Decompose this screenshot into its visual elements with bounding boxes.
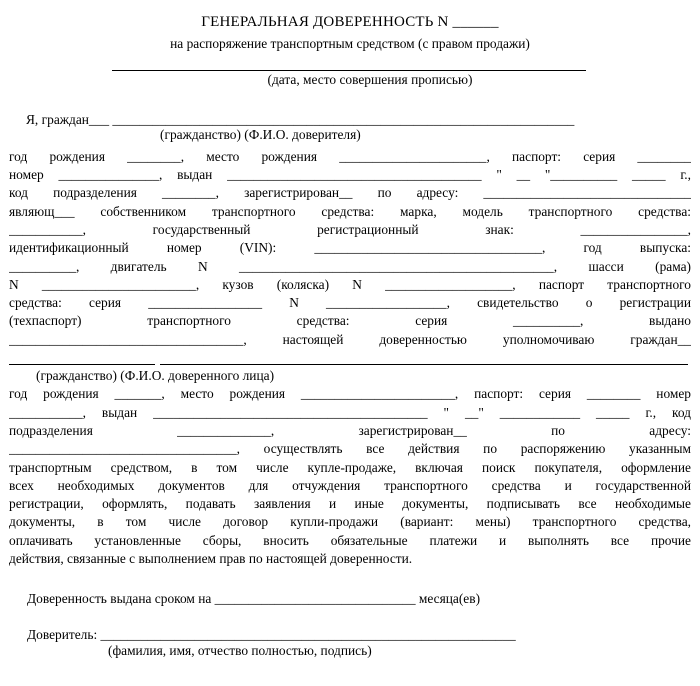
agent-line-4: __________________________________, осуществлять все действия по распоряжению указанным bbox=[9, 441, 691, 456]
agent-line-1: год рождения _______, место рождения _______________________, паспорт: серия ________ номер bbox=[9, 386, 691, 401]
agent-line-9: оплачивать установленные сборы, вносить обязательные платежи и выполнять все прочие bbox=[9, 533, 691, 548]
agent-line-6: всех необходимых документов для отчуждения транспортного средства и государственной bbox=[9, 478, 691, 493]
principal-line-5: ___________, государственный регистрационный знак: ________________, bbox=[9, 222, 691, 237]
agent-line-7: регистрации, оформлять, подавать заявления и иные документы, подписывать все необходимые bbox=[9, 496, 691, 511]
term-line: Доверенность выдана сроком на ______________________________ месяца(ев) bbox=[27, 591, 481, 606]
date-place-caption: (дата, место совершения прописью) bbox=[267, 72, 473, 87]
principal-intro-line: Я, граждан___ _____________________________________________________________________ bbox=[26, 112, 575, 127]
agent-captions: (гражданство) (Ф.И.О. доверенного лица) bbox=[36, 368, 275, 383]
principal-line-2: номер _______________, выдан ______________________________________ " __ "__________ _____ г., bbox=[9, 167, 691, 182]
agent-line-10: действия, связанные с выполнением прав по настоящей доверенности. bbox=[9, 551, 413, 566]
principal-line-1: год рождения ________, место рождения ______________________, паспорт: серия ________ bbox=[9, 149, 691, 164]
principal-line-8: N _______________________, кузов (коляска) N ___________________, паспорт транспортного bbox=[9, 277, 691, 292]
principal-line-6: идентификационный номер (VIN): __________________________________, год выпуска: bbox=[9, 240, 691, 255]
principal-captions: (гражданство) (Ф.И.О. доверителя) bbox=[160, 127, 361, 142]
agent-line-5: транспортным средством, в том числе купле-продаже, включая поиск покупателя, оформление bbox=[9, 460, 691, 475]
principal-line-9: средства: серия _________________ N __________________, свидетельство о регистрации bbox=[9, 295, 691, 310]
agent-line-2: ___________, выдан _________________________________________ " __" ____________ _____ г., код bbox=[9, 405, 691, 420]
agent-line-8: документы, в том числе договор купли-продажи (вариант: мены) транспортного средства, bbox=[9, 514, 691, 529]
document-subtitle: на распоряжение транспортным средством (с правом продажи) bbox=[170, 36, 530, 51]
signature-caption: (фамилия, имя, отчество полностью, подпись) bbox=[108, 643, 372, 658]
document-title: ГЕНЕРАЛЬНАЯ ДОВЕРЕННОСТЬ N ______ bbox=[201, 14, 499, 30]
agent-name-line bbox=[160, 364, 688, 365]
signature-line: Доверитель: ______________________________________________________________ bbox=[27, 627, 516, 642]
principal-line-11: ___________________________________, настоящей доверенностью уполномочиваю граждан__ bbox=[9, 332, 691, 347]
principal-line-3: код подразделения ________, зарегистрирован__ по адресу: _______________________________ bbox=[9, 185, 691, 200]
principal-line-7: __________, двигатель N _______________________________________________, шасси (рама) bbox=[9, 259, 691, 274]
principal-line-4: являющ___ собственником транспортного средства: марка, модель транспортного средства: bbox=[9, 204, 691, 219]
agent-line-3: подразделения ______________, зарегистрирован__ по адресу: bbox=[9, 423, 691, 438]
principal-line-10: (техпаспорт) транспортного средства: серия __________, выдано bbox=[9, 313, 691, 328]
agent-citizenship-line bbox=[9, 364, 155, 365]
